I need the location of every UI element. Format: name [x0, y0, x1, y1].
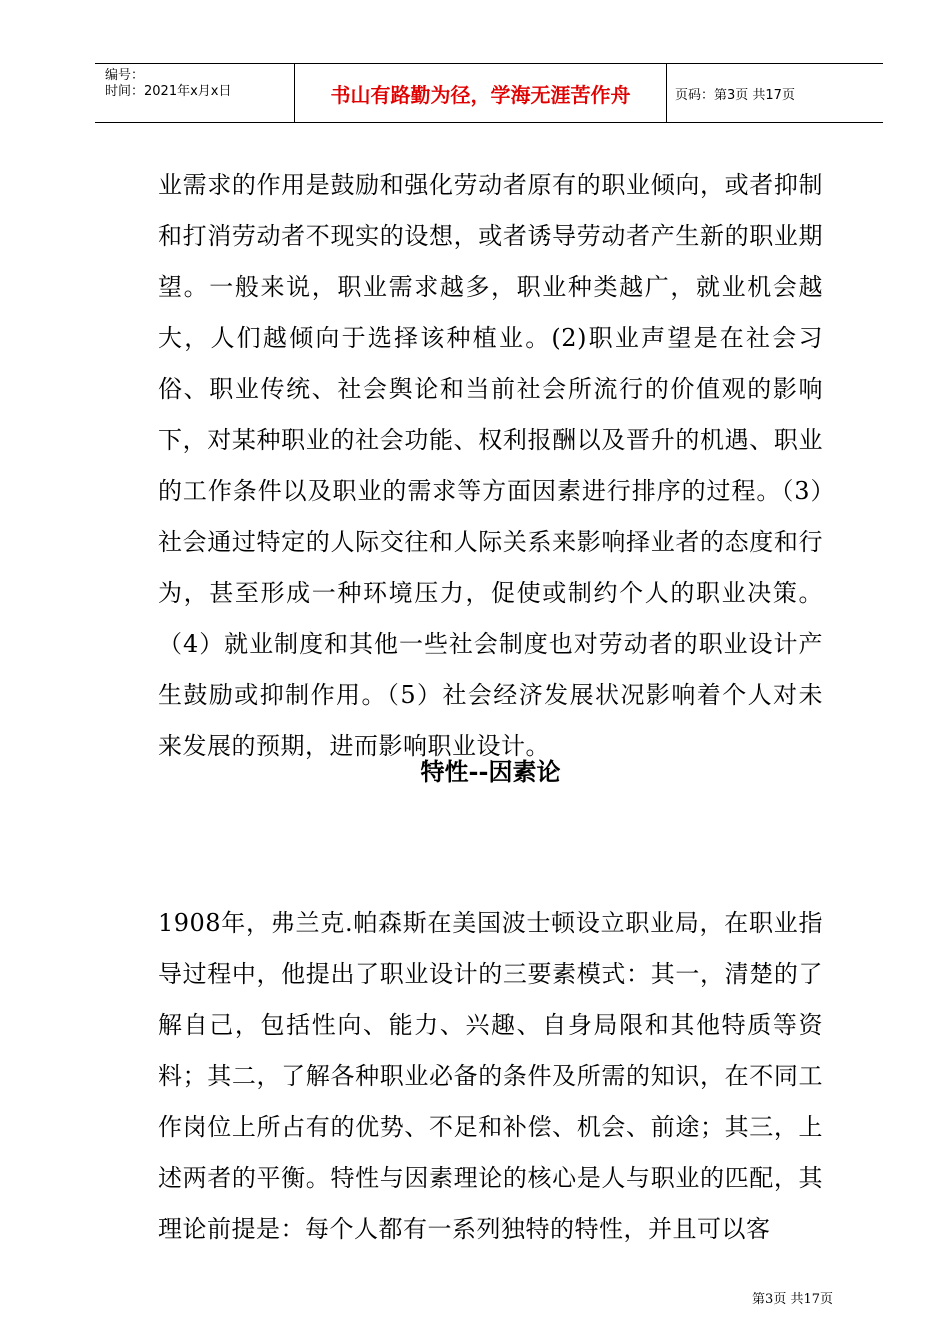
- page-header: [95, 63, 883, 123]
- body-paragraph-1: 业需求的作用是鼓励和强化劳动者原有的职业倾向，或者抑制和打消劳动者不现实的设想，或者诱导劳动者产生新的职业期望。一般来说，职业需求越多，职业种类越广，就业机会越大，人们越倾向于选择该种植业。(2)职业声望是在社会习俗、职业传统、社会舆论和当前社会所流行的价值观的影响下，对某种职业的社会功能、权利报酬以及晋升的机遇、职业的工作条件以及职业的需求等方面因素进行排序的过程。（3）社会通过特定的人际交往和人际关系来影响择业者的态度和行为，甚至形成一种环境压力，促使或制约个人的职业决策。（4）就业制度和其他一些社会制度也对劳动者的职业设计产生鼓励或抑制作用。（5）社会经济发展状况影响着个人对未来发展的预期，进而影响职业设计。: [158, 171, 823, 760]
- section-title: 特性--因素论: [420, 757, 561, 786]
- date-label: 时间：2021年x月x日: [105, 84, 232, 99]
- header-meta: [95, 64, 295, 122]
- body-paragraph-2: 1908年，弗兰克.帕森斯在美国波士顿设立职业局，在职业指导过程中，他提出了职业设计的三要素模式：其一，清楚的了解自己，包括性向、能力、兴趣、自身局限和其他特质等资料；其二，了解各种职业必备的条件及所需的知识，在不同工作岗位上所占有的优势、不足和补偿、机会、前途；其三，上述两者的平衡。特性与因素理论的核心是人与职业的匹配，其理论前提是：每个人都有一系列独特的特性，并且可以客: [158, 909, 823, 1243]
- header-page-info: 页码：第3页 共17页: [675, 87, 795, 103]
- header-motto: 书山有路勤为径，学海无涯苦作舟: [295, 64, 667, 122]
- page-footer-number: 第3页 共17页: [752, 1292, 833, 1307]
- serial-number-label: 编号：: [105, 68, 145, 83]
